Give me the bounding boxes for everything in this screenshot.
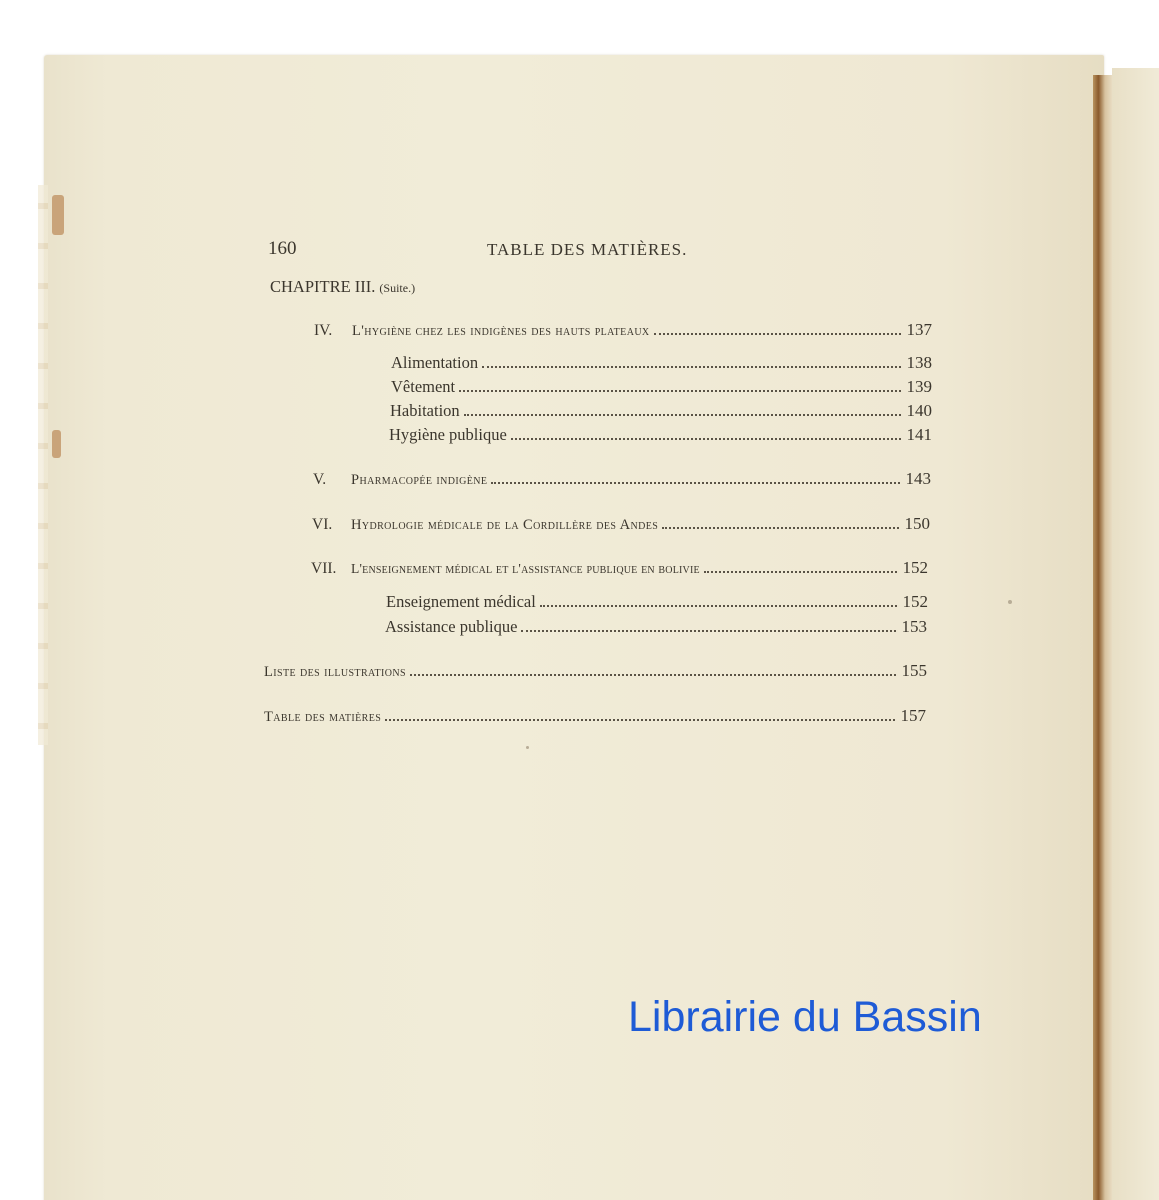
toc-subentry [391,353,932,373]
page-ref: 155 [901,661,927,680]
entry-title: Liste des illustrations [264,664,406,680]
entry-title: Hygiène publique [389,425,507,444]
dot-leader [410,673,896,676]
dot-leader [482,365,900,368]
toc-entry [311,558,928,578]
paper-speck [526,746,529,749]
dot-leader [385,718,894,721]
dot-leader [491,481,899,484]
dot-leader [662,526,898,529]
page-tear [52,430,61,458]
chapter-title: CHAPITRE III. [270,277,376,296]
entry-title: Habitation [390,401,460,420]
toc-subentry [385,617,927,637]
dot-leader [464,413,901,416]
dot-leader [459,389,900,392]
toc-subentry [391,377,932,397]
toc-subentry [389,425,932,445]
entry-title: L'enseignement médical et l'assistance publique en bolivie [351,561,700,576]
entry-title: Table des matières [264,709,382,725]
watermark: Librairie du Bassin [628,993,982,1041]
dot-leader [511,437,901,440]
toc-entry [264,661,927,681]
page-ref: 152 [902,592,928,611]
paper-speck [1008,600,1012,604]
section-number: V. [313,471,327,488]
dot-leader [521,629,895,632]
page-ref: 152 [902,558,928,577]
toc-subentry [390,401,932,421]
page-ref: 150 [904,514,930,533]
dot-leader [704,570,897,573]
entry-title: L'hygiène chez les indigènes des hauts plateaux [352,323,650,339]
page-ref: 138 [906,353,932,372]
toc-entry [312,514,930,534]
page-number: 160 [268,238,297,259]
entry-title: Hydrologie médicale de la Cordillère des Andes [351,517,659,533]
entry-title: Assistance publique [385,617,518,636]
running-head: TABLE DES MATIÈRES. [487,240,688,259]
entry-title: Enseignement médical [386,592,536,611]
dot-leader [540,604,897,607]
page-ref: 141 [906,425,932,444]
page-ref: 157 [900,706,926,725]
page-tear [52,195,64,235]
page-ref: 143 [905,469,931,488]
entry-title: Alimentation [391,353,479,372]
chapter-heading [270,277,415,297]
toc-entry [264,706,926,726]
section-number: VI. [312,516,333,533]
book-page-right [1112,68,1159,1200]
section-number: IV. [314,322,333,339]
page-ref: 153 [901,617,927,636]
entry-title: Pharmacopée indigène [351,472,488,488]
section-number: VII. [311,560,337,577]
toc-subentry [386,592,928,612]
chapter-suite: (Suite.) [379,281,416,295]
toc-entry [313,469,931,489]
page-ref: 139 [906,377,932,396]
page-ref: 140 [906,401,932,420]
toc-entry [314,320,932,340]
page-ref: 137 [906,320,932,339]
dot-leader [654,332,901,335]
entry-title: Vêtement [391,377,456,396]
